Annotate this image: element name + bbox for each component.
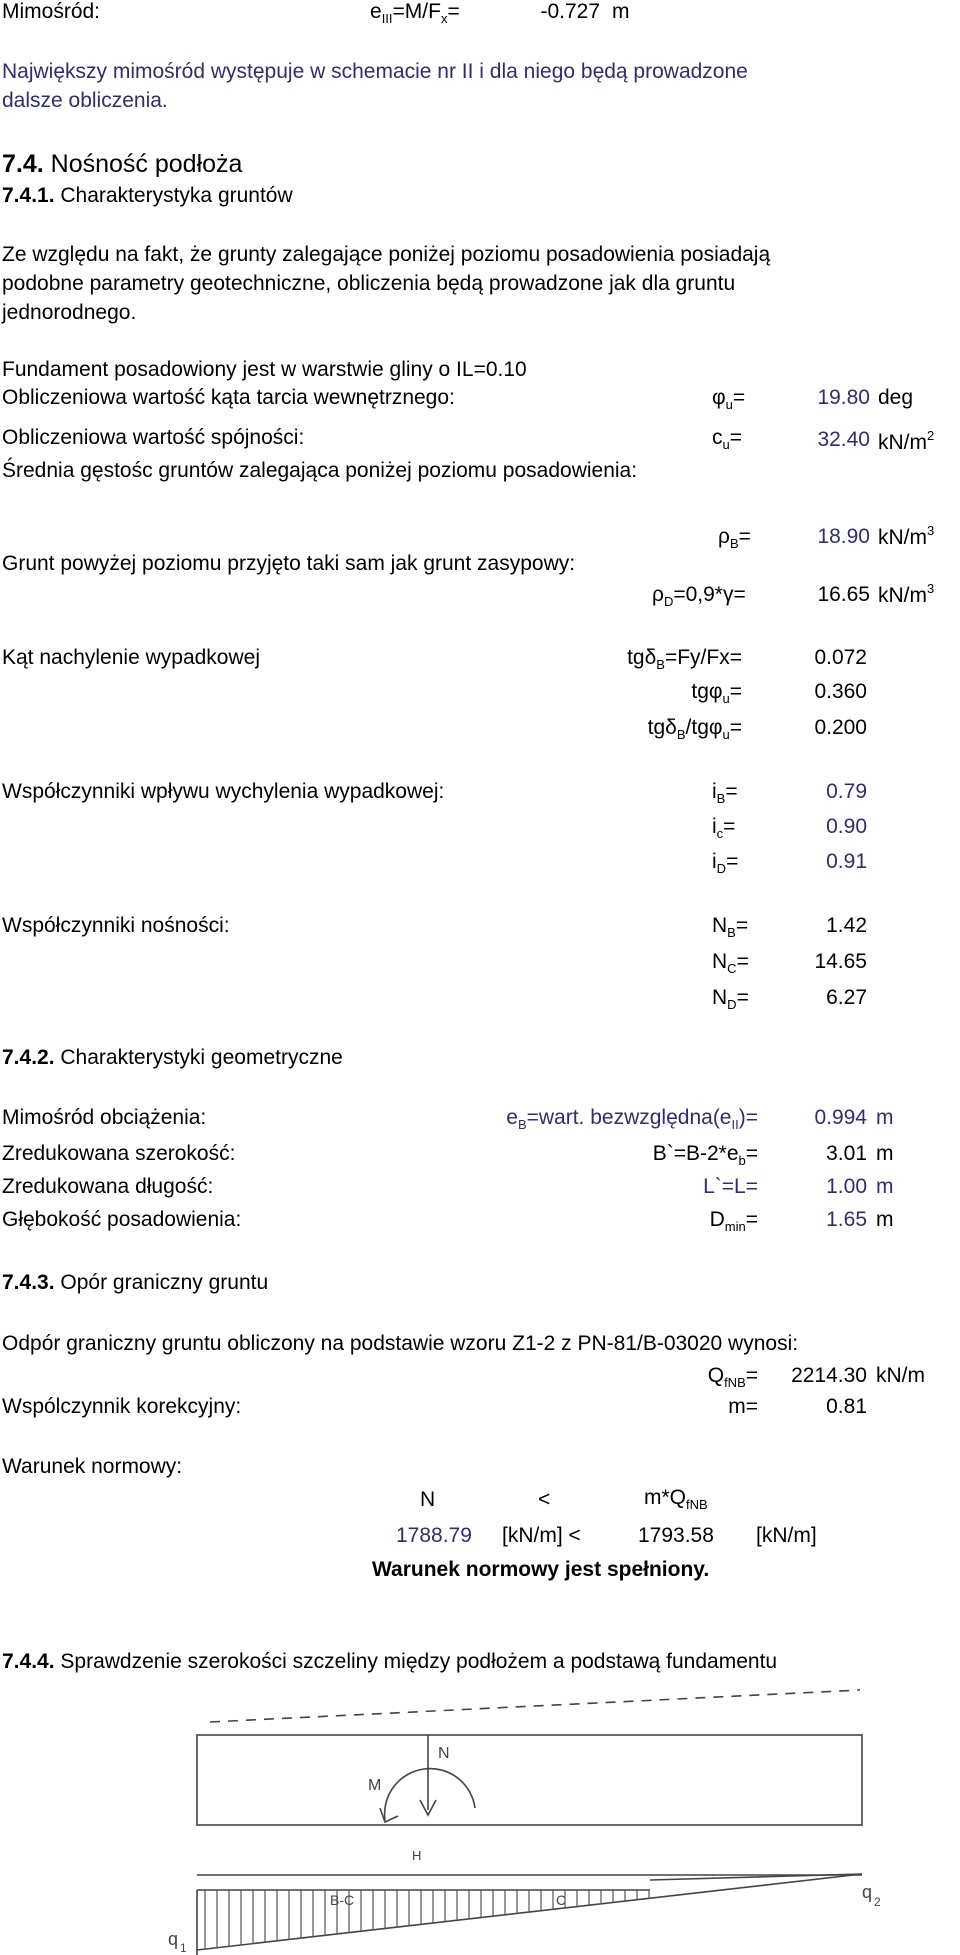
inclination-row-2-value: 0.360 [814,680,867,703]
geometry-row-1-value: 0.994 [814,1106,867,1129]
condition-header-op: < [538,1488,551,1511]
foundation-block [197,1735,862,1825]
friction-unit: deg [878,386,914,409]
resistance-intro: Odpór graniczny gruntu obliczony na podstawie wzoru Z1-2 z PN-81/B-03020 wynosi: [2,1332,799,1355]
section-7-4-1-heading: 7.4.1. Charakterystyka gruntów [2,184,293,207]
cohesion-symbol: $c_u=$ [712,426,742,452]
correction-symbol: m= [728,1395,758,1418]
section-7-4-heading: 7.4. Nośność podłoża [2,150,243,178]
bearing-factors-label: Współczynniki nośności: [2,914,230,937]
incl-factor-2-symbol: $i_c=$ [712,815,736,841]
friction-value: 19.80 [817,386,870,409]
geometry-row-1-label: Mimośród obciążenia: [2,1106,207,1129]
geometry-row-2-unit: m [876,1142,894,1165]
density-below-label: Średnia gęstośc gruntów zalegająca poniżej poziomu posadowienia: [2,459,638,482]
bearing-factor-3-symbol: $N_D=$ [712,986,749,1012]
geometry-row-4-value: 1.65 [826,1208,867,1231]
incl-factor-2-value: 0.90 [826,815,867,838]
inclination-row-3-expr: tgδ$_B$/tgφ$_u$= [647,716,742,742]
inclination-row-2-expr: tgφ$_u$= [691,680,742,706]
geometry-row-4-expr: $D_{min}=$ [709,1208,758,1234]
geometry-row-1-expr: $e_B=wart$. $bezwzględna(e_{II})=$ [506,1106,758,1132]
eccentricity-unit: m [612,0,630,23]
bearing-factor-2-value: 14.65 [814,950,867,973]
geometry-row-3-label: Zredukowana długość: [2,1175,214,1198]
eccentricity-formula: $e_{III}=M/F_x=$ [370,0,460,26]
figure-label-q1-sub: 1 [180,1941,187,1955]
figure-label-m: M [368,1777,382,1794]
geometry-row-3-unit: m [876,1175,894,1198]
geometry-row-3-expr: L`=L= [703,1175,758,1198]
pressure-hatching [205,1890,649,1949]
friction-symbol: $\varphi_u=$ [712,386,746,412]
resistance-q-symbol: $Q_{fNB}=$ [707,1364,758,1390]
correction-label: Wspólczynnik korekcyjny: [2,1395,242,1418]
eccentricity-label: Mimośród: [2,0,101,23]
cohesion-label: Obliczeniowa wartość spójności: [2,426,305,449]
geometry-row-2-value: 3.01 [826,1142,867,1165]
geometry-row-4-unit: m [876,1208,894,1231]
para1-line-3: jednorodnego. [2,301,137,324]
cohesion-value: 32.40 [817,428,870,451]
incl-factors-label: Współczynniki wpływu wychylenia wypadkowej: [2,780,445,803]
eccentricity-value: -0.727 [540,0,600,23]
inclination-row-1-expr: tgδ$_B$=Fy/Fx= [627,646,742,672]
figure-label-h: H [412,1848,422,1863]
geometry-row-1-unit: m [876,1106,894,1129]
condition-header-left: N [420,1488,436,1511]
incl-factor-3-symbol: $i_D=$ [712,850,739,876]
condition-value-left: 1788.79 [396,1524,472,1547]
figure-label-q2-sub: 2 [874,1895,881,1909]
geometry-row-2-label: Zredukowana szerokość: [2,1142,236,1165]
figure-label-q1: q [168,1929,179,1949]
incl-factor-1-value: 0.79 [826,780,867,803]
section-7-4-2-heading: 7.4.2. Charakterystyki geometryczne [2,1046,343,1069]
note-line-1: Największy mimośród występuje w schemacie nr II i dla niego będą prowadzone [2,60,748,83]
condition-label: Warunek normowy: [2,1455,183,1478]
bearing-factor-2-symbol: $N_C=$ [712,950,749,976]
geometry-row-2-expr: $B`=B-2*e_b=$ [652,1142,758,1168]
geometry-row-4-label: Głębokość posadowienia: [2,1208,242,1231]
section-7-4-4-heading: 7.4.4. Sprawdzenie szerokości szczeliny między podłożem a podstawą fundamentu [2,1650,778,1673]
foundation-note: Fundament posadowiony jest w warstwie gliny o IL=0.10 [2,358,527,381]
friction-label: Obliczeniowa wartość kąta tarcia wewnętrznego: [2,386,455,409]
para1-line-2: podobne parametry geotechniczne, obliczenia będą prowadzone jak dla gruntu [2,272,736,295]
density-above-unit: $kN/m^3$ [878,581,935,607]
bearing-factor-1-value: 1.42 [826,914,867,937]
density-above-label: Grunt powyżej poziomu przyjęto taki sam jak grunt zasypowy: [2,552,576,575]
note-line-2: dalsze obliczenia. [2,89,168,112]
figure-label-n: N [438,1745,450,1762]
cohesion-unit: $kN/m^2$ [878,428,935,454]
figure-label-q2: q [862,1882,873,1902]
condition-unit-2: [kN/m] [756,1524,817,1547]
figure-label-bc: B-C [330,1892,355,1908]
inclination-row-1-value: 0.072 [814,646,867,669]
section-7-4-3-heading: 7.4.3. Opór graniczny gruntu [2,1271,269,1294]
dashed-slope [210,1690,860,1722]
condition-header-right: $m*Q_{fNB}$ [644,1486,708,1512]
density-below-value: 18.90 [817,525,870,548]
incl-factor-1-symbol: $i_B=$ [712,780,738,806]
incl-factor-3-value: 0.91 [826,850,867,873]
density-below-unit: $kN/m^3$ [878,523,935,549]
resistance-q-value: 2214.30 [791,1364,867,1387]
moment-arrowhead [380,1808,398,1822]
density-above-value: 16.65 [817,583,870,606]
inclination-label: Kąt nachylenie wypadkowej [2,646,260,669]
correction-value: 0.81 [826,1395,867,1418]
resistance-q-unit: kN/m [876,1364,925,1387]
condition-result: Warunek normowy jest spełniony. [372,1558,710,1581]
geometry-row-3-value: 1.00 [826,1175,867,1198]
condition-unit-1: [kN/m] < [502,1524,581,1547]
bearing-factor-3-value: 6.27 [826,986,867,1009]
figure-label-c: C [556,1892,567,1908]
inclination-row-3-value: 0.200 [814,716,867,739]
density-below-symbol: $\rho_B=$ [718,525,751,551]
para1-line-1: Ze względu na fakt, że grunty zalegające poniżej poziomu posadowienia posiadają [2,243,771,266]
density-above-symbol: $\rho_D=0,9*\gamma=$ [652,583,746,609]
bearing-factor-1-symbol: $N_B=$ [712,914,749,940]
condition-value-right: 1793.58 [638,1524,714,1547]
